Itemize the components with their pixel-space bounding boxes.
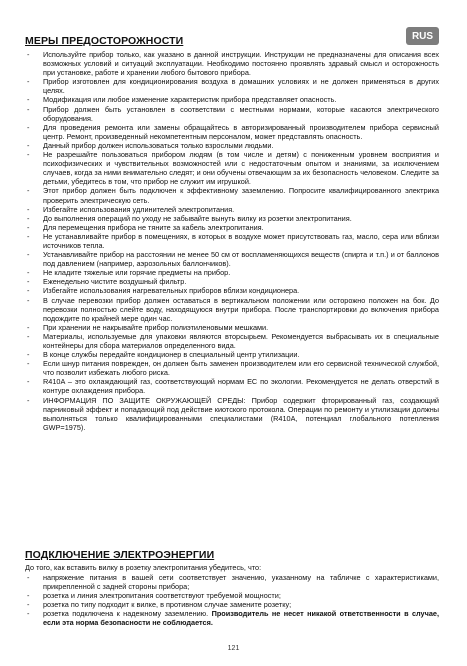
list-item: - Избегайте использования удлинителей электропитания.	[25, 205, 439, 214]
list-item: - Прибор должен быть установлен в соответствии с местными нормами, которые касаются электрического оборудования.	[25, 105, 439, 123]
list-item: - Если шнур питания поврежден, он должен быть заменен производителем или его сервисной технической службой, что позволит избежать любого риска.	[25, 359, 439, 377]
list-item: - Еженедельно чистите воздушный фильтр.	[25, 277, 439, 286]
list-item: - Данный прибор должен использоваться только взрослыми людьми.	[25, 141, 439, 150]
list-item: - До выполнения операций по уходу не забывайте вынуть вилку из розетки электропитания.	[25, 214, 439, 223]
list-item: - При хранении не накрывайте прибор полиэтиленовыми мешками.	[25, 323, 439, 332]
list-item: - В случае перевозки прибор должен оставаться в вертикальном положении или осторожно положен на бок. До перевозки полностью слейте воду, находящуюся внутри прибора. После транспортировки до включения прибора подождите по крайней мере один час.	[25, 296, 439, 323]
power-connection-intro: До того, как вставить вилку в розетку электропитания убедитесь, что:	[25, 563, 262, 572]
list-item: - Модификация или любое изменение характеристик прибора представляет опасность.	[25, 95, 439, 104]
list-item: - Прибор изготовлен для кондиционирования воздуха в домашних условиях и не должен применяться в других целях.	[25, 77, 439, 95]
list-item: - В конце службы передайте кондиционер в специальный центр утилизации.	[25, 350, 439, 359]
list-item: - розетка и линия электропитания соответствуют требуемой мощности;	[25, 591, 439, 600]
power-connection-list	[25, 573, 439, 628]
list-item: - R410A – это охлаждающий газ, соответствующий нормам ЕС по экологии. Рекомендуется не делать отверстий в контуре охлаждения прибора.	[25, 377, 439, 395]
page-number: 121	[227, 645, 240, 652]
list-item: - розетка по типу подходит к вилке, в противном случае замените розетку;	[25, 600, 439, 609]
list-item	[25, 609, 439, 627]
language-badge: RUS	[406, 27, 439, 45]
list-item: - Материалы, используемые для упаковки являются вторсырьем. Рекомендуется выбрасывать их в специальные контейнеры для сбора материалов определенного вида.	[25, 332, 439, 350]
manufacturer-disclaimer: Производитель не несет никакой ответственности в случае, если эта норма безопасности не соблюдается.	[43, 609, 439, 628]
list-item: - Избегайте использования нагревательных приборов вблизи кондиционера.	[25, 286, 439, 295]
list-item: - Не разрешайте пользоваться прибором людям (в том числе и детям) с пониженным уровнем восприятия и психофизических и чувствительных возможностей или с недостаточным опытом и знаниями, за исключением случаев, когда за ними внимательно следят; и они обучены отвечающим за их безопасность человеком. Следите за детьми, убедитесь в том, что прибор не служит им игрушкой.	[25, 150, 439, 186]
list-item: - напряжение питания в вашей сети соответствует значению, указанному на табличке с характеристиками, прикрепленной с задней стороны прибора;	[25, 573, 439, 591]
list-item: - Этот прибор должен быть подключен к эффективному заземлению. Попросите квалифицированного электрика проверить электрическую сеть.	[25, 186, 439, 204]
list-item: - Для перемещения прибора не тяните за кабель электропитания.	[25, 223, 439, 232]
list-item: - Устанавливайте прибор на расстоянии не менее 50 см от воспламеняющихся веществ (спирта и т.п.) и от баллонов под давлением (например, аэрозольных баллончиков).	[25, 250, 439, 268]
safety-precautions-heading: МЕРЫ ПРЕДОСТОРОЖНОСТИ	[25, 35, 184, 47]
list-item: - Используйте прибор только, как указано в данной инструкции. Инструкции не предназначены для описания всех возможных условий и ситуаций эксплуатации. Необходимо постоянно проявлять здравый смысл и осторожность при установке, работе и хранении любого бытового прибора.	[25, 50, 439, 77]
safety-precautions-list	[25, 50, 439, 432]
list-item: - Не устанавливайте прибор в помещениях, в которых в воздухе может присутствовать газ, масло, сера или вблизи источников тепла.	[25, 232, 439, 250]
power-connection-heading: ПОДКЛЮЧЕНИЕ ЭЛЕКТРОЭНЕРГИИ	[25, 549, 215, 561]
list-item: - ИНФОРМАЦИЯ ПО ЗАЩИТЕ ОКРУЖАЮЩЕЙ СРЕДЫ: Прибор содержит фторированный газ, создающий парниковый эффект и попадающий под действие киотского протокола. Операции по ремонту и утилизации должны выполняться только квалифицированными специалистами (R410A, потенциал глобального потепления GWP=1975).	[25, 396, 439, 432]
grounding-text: розетка подключена к надежному заземлению.	[43, 609, 212, 619]
list-item: - Для проведения ремонта или замены обращайтесь в авторизированный производителем прибора сервисный центр. Ремонт, произведенный некомпетентным персоналом, может представлять опасность.	[25, 123, 439, 141]
list-item: - Не кладите тяжелые или горячие предметы на прибор.	[25, 268, 439, 277]
